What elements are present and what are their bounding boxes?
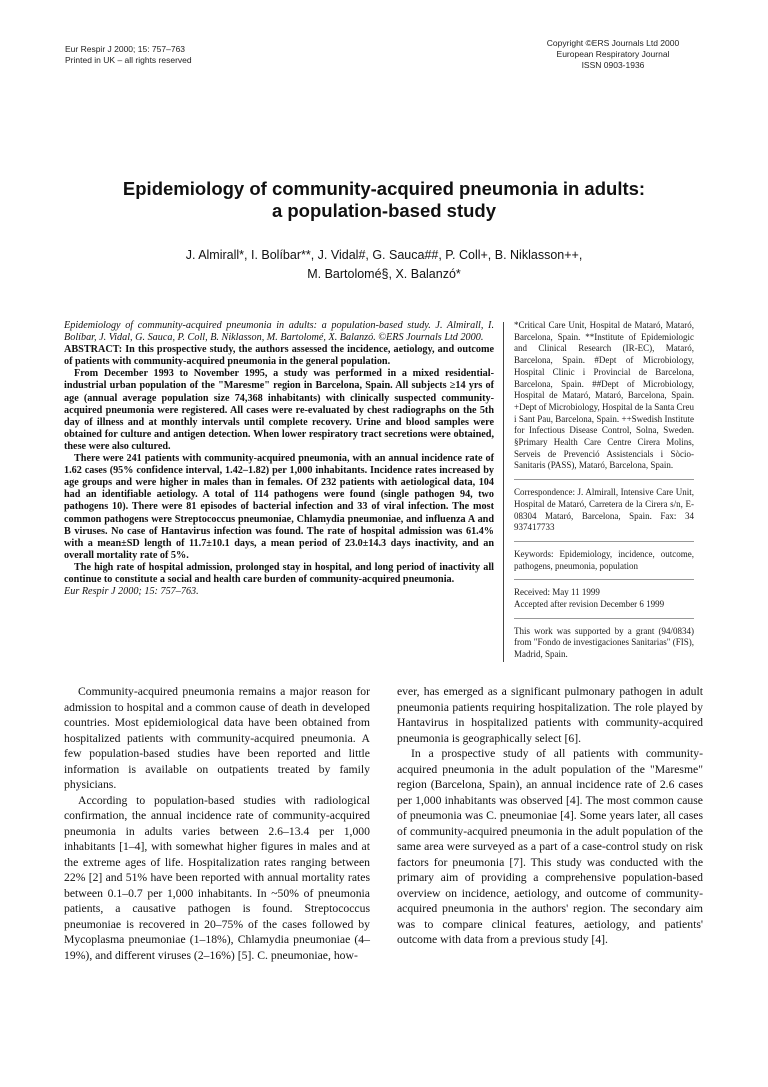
column-divider — [503, 322, 504, 662]
issn: ISSN 0903-1936 — [581, 60, 645, 70]
abstract-results: There were 241 patients with community-acquired pneumonia, with an annual incidence rate of 1.62 cases (95% confidence interval, 1.42–1.82) per 1,000 inhabitants. Incidence rates increased by age groups and were higher in males than in females. Of 232 patients with aetiological data, 104 had an identifiable aetiology. A total of 114 pathogens were found (single pathogen 94, two pathogens 10). There were 81 episodes of bacterial infection and 33 of viral infection. The most common pathogens were Streptococcus pneumoniae, Chlamydia pneumoniae, and influenza A and B viruses. No case of Hantavirus infection was found. The rate of hospital admission was 61.4% with a mean±SD length of 11.7±10.1 days, a mean period of 23.0±14.3 days inactivity, and an overall mortality rate of 5%. — [64, 453, 494, 561]
sidebar-divider — [514, 541, 694, 542]
copyright-notice: Copyright ©ERS Journals Ltd 2000 — [546, 38, 680, 48]
abstract-footer-citation: Eur Respir J 2000; 15: 757–763. — [64, 586, 199, 598]
authors-line-2: M. Bartolomé§, X. Balanzó* — [307, 267, 461, 281]
abstract-methods: From December 1993 to November 1995, a study was performed in a mixed residential-industrial urban population of the "Maresme" region in Barcelona, Spain. All subjects ≥14 yrs of age (annual average population size 74,368 inhabitants) with clinically suspected community-acquired pneumonia were registered. All cases were re-evaluated by chest radiographs on the 5th day of illness and at monthly intervals until complete recovery. Urine and blood samples were obtained for culture and antigen detection. When lower respiratory tract secretions were obtained, these were also cultured. — [64, 368, 494, 452]
journal-header-right — [528, 38, 698, 71]
title-line-1: Epidemiology of community-acquired pneumonia in adults: — [122, 178, 646, 199]
journal-header-left — [65, 44, 192, 66]
sidebar-divider — [514, 618, 694, 619]
author-list — [60, 246, 708, 284]
body-paragraph: Community-acquired pneumonia remains a major reason for admission to hospital and a common cause of death in developed countries. Most epidemiological data have been obtained from hospitalized patients with community-acquired pneumonia. A few population-based studies have been reported and little information is available on outpatients treated by family physicians. — [64, 685, 370, 791]
printed-notice: Printed in UK – all rights reserved — [65, 55, 192, 65]
body-paragraph: According to population-based studies with radiological confirmation, the annual incidence rate of community-acquired pneumonia in adults varies between 2.6–13.4 per 1,000 inhabitants [1–4], with somewhat higher figures in males and at the extreme ages of life. Hospitalization rates ranging between 22% [2] and 51% have been reported with annual mortality rates between 0.1–0.7 per 1,000 inhabitants. In ~50% of pneumonia patients, a causative pathogen is found. Streptococcus pneumoniae is recovered in 20–75% of the cases followed by Mycoplasma pneumoniae (1–18%), Chlamydia pneumoniae (4–19%), and different viruses (2–16%) [5]. C. pneumoniae, how- — [64, 793, 370, 962]
affiliations: *Critical Care Unit, Hospital de Mataró, Mataró, Barcelona, Spain. **Institute of Epidemiologic and Clinical Research (IR-EC), Mataró, Barcelona, Spain. #Dept of Microbiology, Hospital Clinic i Provincial de Barcelona, Barcelona, Spain. ##Dept of Microbiology, Hospital de Mataró, Mataró, Barcelona, Spain. +Dept of Microbiology, Hospital de la Santa Creu i Sant Pau, Barcelona, Spain. ++Swedish Institute for Infectious Disease Control, Solna, Sweden. §Primary Health Care Centre Cirera Molins, Serveis de Prevenció Assistencials i Sòcio-Sanitaris (PASS), Mataró, Barcelona, Spain. — [514, 320, 694, 471]
correspondence: Correspondence: J. Almirall, Intensive Care Unit, Hospital de Mataró, Carretera de la Cirera s/n, E-08304 Mataró, Barcelona, Spain. Fax: 34 937417733 — [514, 487, 694, 533]
keywords: Keywords: Epidemiology, incidence, outcome, pathogens, pneumonia, population — [514, 548, 694, 571]
authors-line-1: J. Almirall*, I. Bolíbar**, J. Vidal#, G. Sauca##, P. Coll+, B. Niklasson++, — [185, 248, 583, 262]
paper-title — [60, 178, 708, 222]
journal-name: European Respiratory Journal — [556, 49, 670, 59]
body-column-left — [64, 684, 370, 963]
title-line-2: a population-based study — [271, 200, 497, 221]
sidebar-divider — [514, 579, 694, 580]
abstract — [64, 320, 494, 598]
funding-note: This work was supported by a grant (94/0834) from "Fondo de investigaciones Sanitarias" (FIS), Madrid, Spain. — [514, 625, 694, 660]
accepted-date: Accepted after revision December 6 1999 — [514, 599, 665, 610]
body-paragraph: ever, has emerged as a significant pulmonary pathogen in adult pneumonia patients requiring hospitalization. The role played by Hantavirus in hospitalized patients with community-acquired pneumonia is geographically select [6]. — [397, 685, 703, 745]
abstract-intro: ABSTRACT: In this prospective study, the authors assessed the incidence, aetiology, and outcome of patients with community-acquired pneumonia in the general population. — [64, 344, 494, 368]
journal-reference: Eur Respir J 2000; 15: 757–763 — [65, 44, 186, 54]
abstract-citation: Epidemiology of community-acquired pneumonia in adults: a population-based study. J. Almirall, I. Bolíbar, J. Vidal, G. Sauca, P. Coll, B. Niklasson, M. Bartolomé, X. Balanzó. ©ERS Journals Ltd 2000. — [64, 320, 494, 344]
body-paragraph: In a prospective study of all patients with community-acquired pneumonia in the adult population of the "Maresme" region (Barcelona, Spain), an annual incidence rate of 2.6 cases per 1,000 inhabitants was observed [4]. The most common cause of pneumonia was C. pneumoniae [4]. Some years later, all cases of community-acquired pneumonia in the adult population of the same area were surveyed as a part of a case-control study on risk factors for pneumonia [7]. This study was conducted with the primary aim of providing a comprehensive population-based overview on incidence, aetiology, and outcome of community-acquired pneumonia in the authors' region. The secondary aim was to compare clinical features, aetiology, and patients' outcome with data from a previous study [4]. — [397, 747, 703, 946]
sidebar-divider — [514, 479, 694, 480]
sidebar-notes — [514, 320, 694, 668]
body-column-right — [397, 684, 703, 948]
abstract-conclusion: The high rate of hospital admission, prolonged stay in hospital, and long period of inactivity all continue to constitute a social and health care burden of community-acquired pneumonia. — [64, 561, 494, 585]
received-date: Received: May 11 1999 — [514, 587, 600, 598]
